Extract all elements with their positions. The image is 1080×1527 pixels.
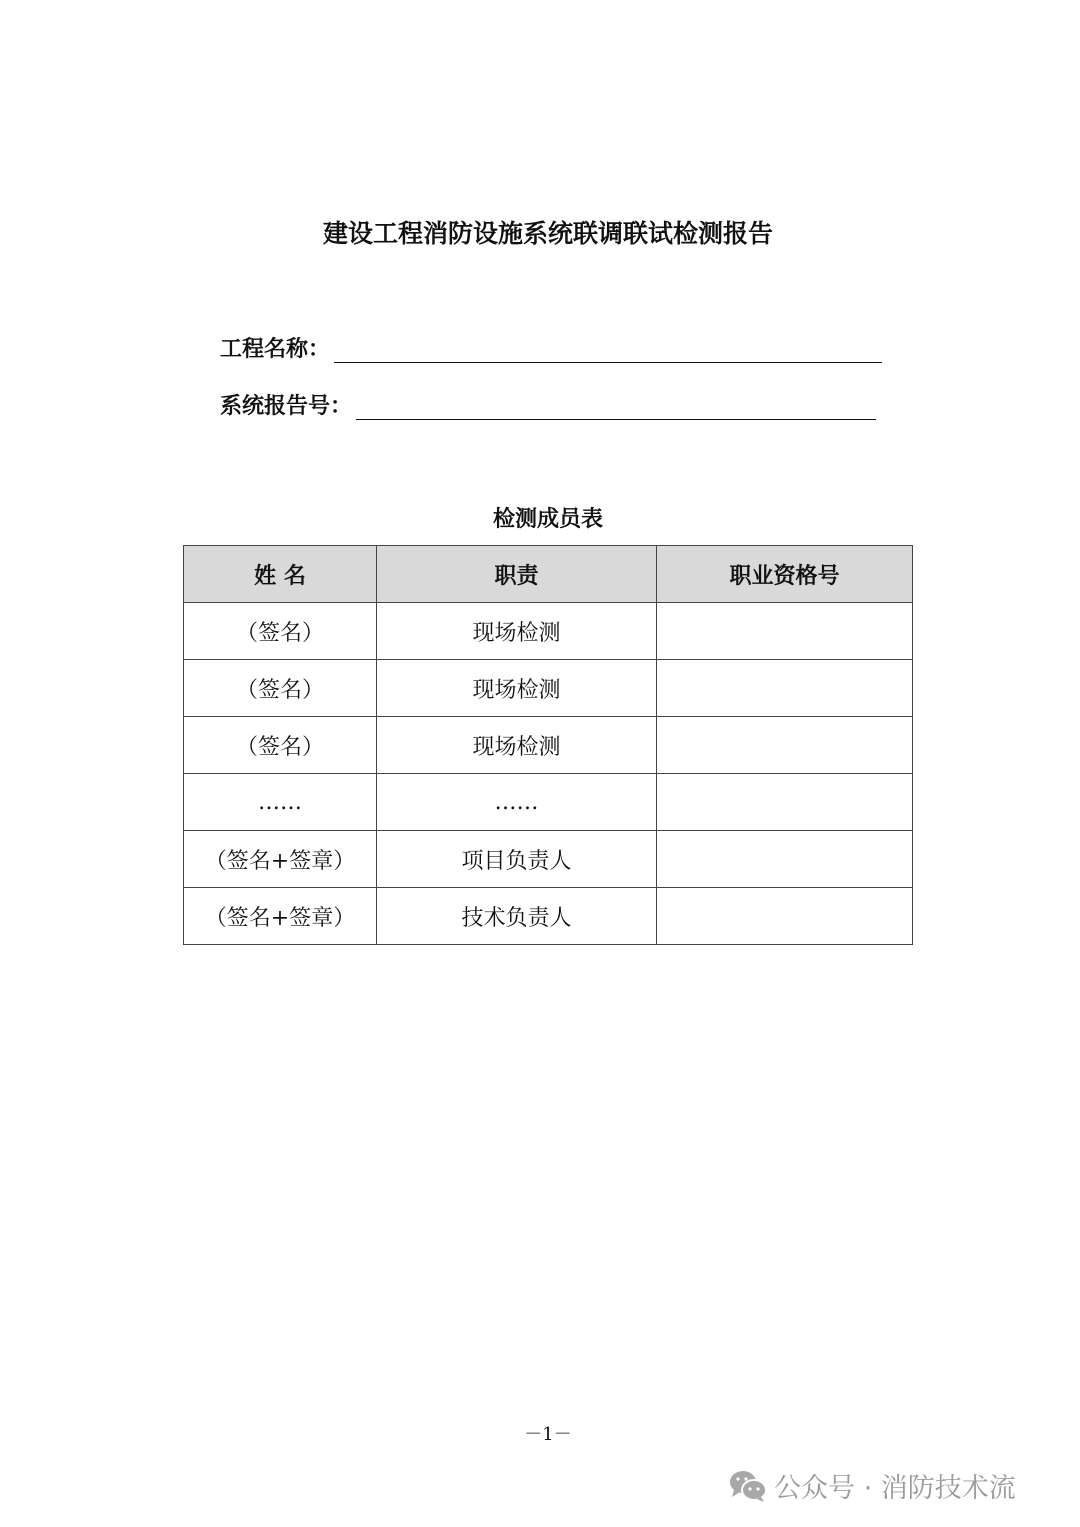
cell-duty: 现场检测 xyxy=(377,603,657,660)
cell-duty: 现场检测 xyxy=(377,717,657,774)
table-header-row xyxy=(184,546,913,603)
cell-qualification xyxy=(657,717,913,774)
cell-duty: 技术负责人 xyxy=(377,888,657,945)
cell-qualification xyxy=(657,774,913,831)
cell-qualification xyxy=(657,888,913,945)
project-name-label: 工程名称： xyxy=(220,336,331,362)
table-row xyxy=(184,888,913,945)
system-report-number-blank xyxy=(356,395,876,420)
cell-name: （签名） xyxy=(184,603,377,660)
watermark xyxy=(728,1466,1016,1505)
project-name-field xyxy=(220,332,882,363)
table-row xyxy=(184,774,913,831)
cell-name: …… xyxy=(184,774,377,831)
system-report-number-label: 系统报告号： xyxy=(220,393,353,419)
cell-qualification xyxy=(657,831,913,888)
cell-duty: …… xyxy=(377,774,657,831)
table-row xyxy=(184,660,913,717)
cell-name: （签名） xyxy=(184,660,377,717)
system-report-number-field xyxy=(220,389,876,420)
cell-duty: 项目负责人 xyxy=(377,831,657,888)
watermark-text: 公众号 · 消防技术流 xyxy=(774,1473,1016,1504)
members-table xyxy=(183,545,913,945)
table-row xyxy=(184,603,913,660)
document-title: 建设工程消防设施系统联调联试检测报告 xyxy=(322,219,773,248)
header-qualification: 职业资格号 xyxy=(657,546,913,603)
wechat-icon xyxy=(728,1469,768,1503)
cell-qualification xyxy=(657,660,913,717)
cell-name: （签名+签章） xyxy=(184,831,377,888)
cell-qualification xyxy=(657,603,913,660)
page-number: －1－ xyxy=(524,1424,572,1445)
header-duty: 职责 xyxy=(377,546,657,603)
header-name: 姓 名 xyxy=(184,546,377,603)
table-caption: 检测成员表 xyxy=(492,506,603,532)
cell-duty: 现场检测 xyxy=(377,660,657,717)
table-row xyxy=(184,831,913,888)
cell-name: （签名） xyxy=(184,717,377,774)
table-row xyxy=(184,717,913,774)
project-name-blank xyxy=(334,338,882,363)
cell-name: （签名+签章） xyxy=(184,888,377,945)
